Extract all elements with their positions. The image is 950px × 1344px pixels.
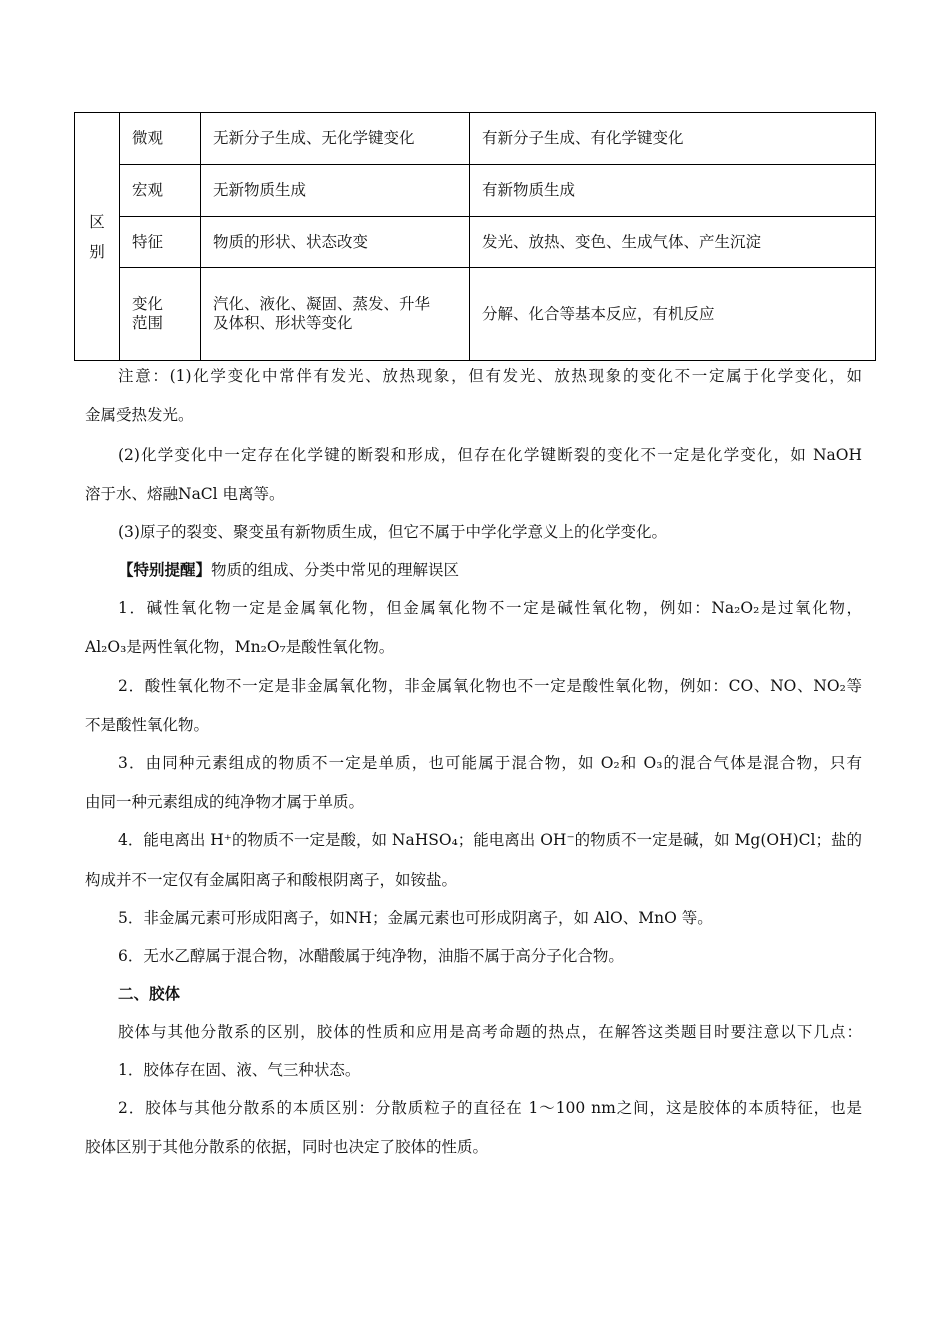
note-paragraph: (3)原子的裂变、聚变虽有新物质生成，但它不属于中学化学意义上的化学变化。 [118, 523, 667, 541]
table-row [75, 113, 876, 165]
physical-line: 汽化、液化、凝固、蒸发、升华 [213, 295, 431, 314]
tip-paragraph-cont: 不是酸性氧化物。 [85, 716, 210, 734]
table-row [75, 268, 876, 361]
tip-paragraph: 3．由同种元素组成的物质不一定是单质，也可能属于混合物，如 O₂和 O₃的混合气体是混合物，只有 [118, 754, 862, 772]
physical-cell: 无新分子生成、无化学键变化 [201, 113, 470, 165]
physical-cell: 无新物质生成 [201, 165, 470, 217]
tip-paragraph: 2．酸性氧化物不一定是非金属氧化物，非金属氧化物也不一定是酸性氧化物，例如：CO、NO、NO₂等 [118, 677, 862, 695]
physical-cell [201, 268, 470, 361]
tip-paragraph: 6．无水乙醇属于混合物，冰醋酸属于纯净物，油脂不属于高分子化合物。 [118, 947, 624, 965]
section-heading: 二、胶体 [118, 984, 181, 1003]
colloid-paragraph-cont: 胶体区别于其他分散系的依据，同时也决定了胶体的性质。 [85, 1138, 489, 1156]
tip-title [118, 560, 459, 580]
row-label [120, 268, 201, 361]
colloid-paragraph: 胶体与其他分散系的区别，胶体的性质和应用是高考命题的热点，在解答这类题目时要注意以下几点： [118, 1023, 862, 1041]
tip-paragraph-cont: 由同一种元素组成的纯净物才属于单质。 [85, 793, 365, 811]
group-label-cell [75, 113, 120, 361]
colloid-paragraph: 1．胶体存在固、液、气三种状态。 [118, 1061, 361, 1079]
note-paragraph: 注意：(1)化学变化中常伴有发光、放热现象，但有发光、放热现象的变化不一定属于化学变化，如 [118, 367, 862, 385]
tip-paragraph: 5．非金属元素可形成阳离子，如NH；金属元素也可形成阴离子，如 AlO、MnO 等。 [118, 909, 713, 927]
colloid-paragraph: 2．胶体与其他分散系的本质区别：分散质粒子的直径在 1～100 nm之间，这是胶体的本质特征，也是 [118, 1099, 862, 1117]
row-label-line: 变化 [132, 295, 164, 314]
group-label: 区 [89, 212, 105, 231]
row-label: 宏观 [120, 165, 201, 217]
tip-paragraph-cont: Al₂O₃是两性氧化物，Mn₂O₇是酸性氧化物。 [85, 638, 395, 656]
physical-line: 及体积、形状等变化 [213, 314, 353, 332]
table-row [75, 165, 876, 217]
chemical-cell: 发光、放热、变色、生成气体、产生沉淀 [470, 217, 876, 268]
tip-paragraph-cont: 构成并不一定仅有金属阳离子和酸根阴离子，如铵盐。 [85, 871, 458, 889]
tip-paragraph: 4．能电离出 H⁺的物质不一定是酸，如 NaHSO₄；能电离出 OH⁻的物质不一定是碱，如 Mg(OH)Cl；盐的 [118, 831, 862, 849]
group-label: 别 [89, 242, 105, 261]
comparison-table [74, 112, 876, 361]
tip-paragraph: 1．碱性氧化物一定是金属氧化物，但金属氧化物不一定是碱性氧化物，例如：Na₂O₂是过氧化物， [118, 599, 862, 617]
chemical-cell: 分解、化合等基本反应，有机反应 [470, 268, 876, 361]
chemical-cell: 有新分子生成、有化学键变化 [470, 113, 876, 165]
note-paragraph-cont: 溶于水、熔融NaCl 电离等。 [85, 485, 285, 503]
tip-subject: 物质的组成、分类中常见的理解误区 [211, 561, 460, 579]
row-label: 特征 [120, 217, 201, 268]
table-row [75, 217, 876, 268]
tip-heading: 【特别提醒】 [118, 560, 212, 579]
row-label-line: 范围 [132, 314, 164, 332]
physical-cell: 物质的形状、状态改变 [201, 217, 470, 268]
note-paragraph: (2)化学变化中一定存在化学键的断裂和形成，但存在化学键断裂的变化不一定是化学变化，如 NaOH [118, 446, 862, 464]
row-label: 微观 [120, 113, 201, 165]
note-paragraph-cont: 金属受热发光。 [85, 406, 194, 424]
chemical-cell: 有新物质生成 [470, 165, 876, 217]
